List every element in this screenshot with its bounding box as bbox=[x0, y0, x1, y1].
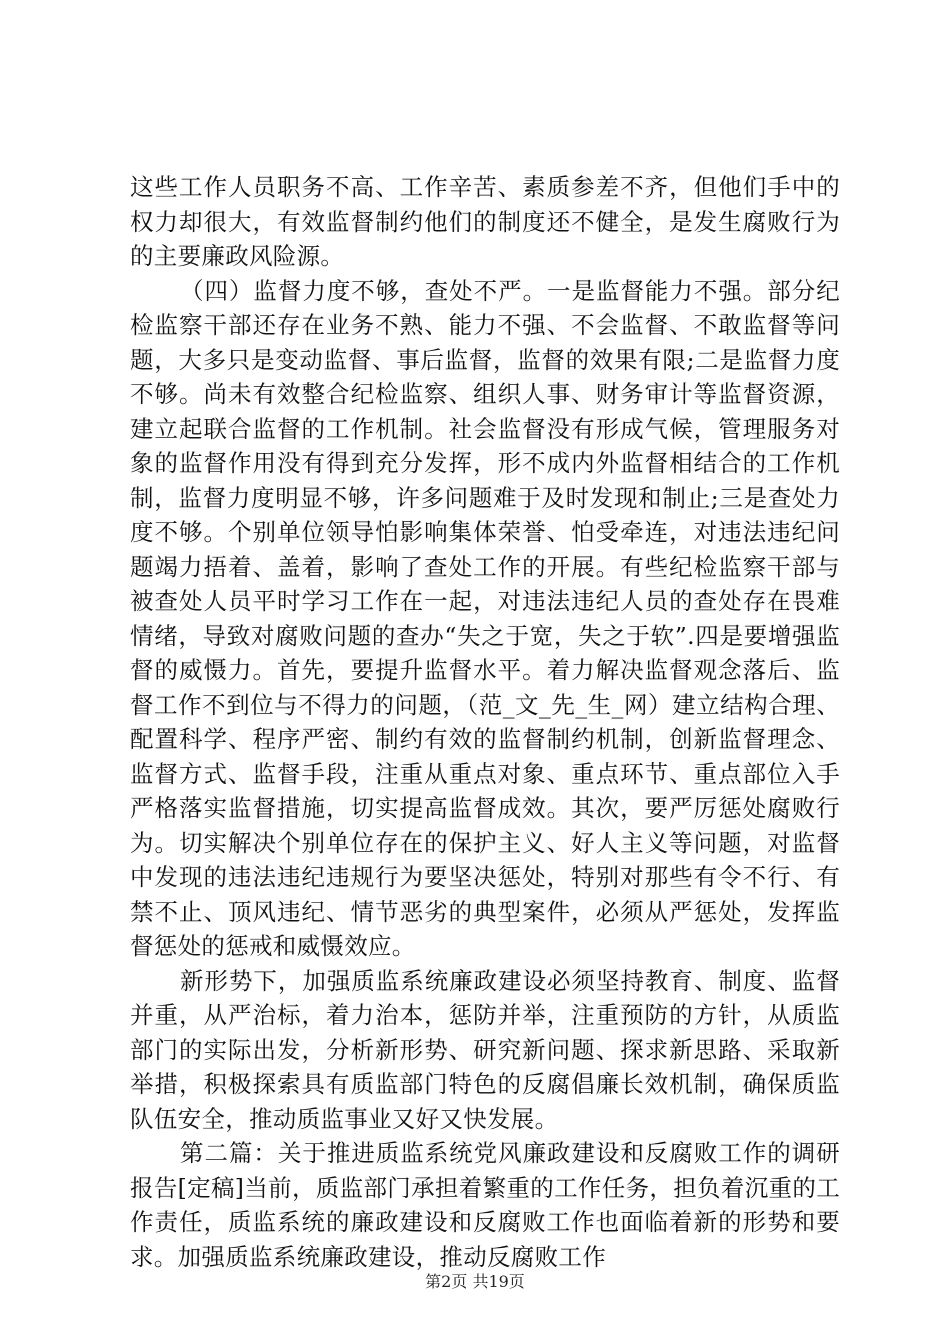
paragraph-new-situation: 新形势下，加强质监系统廉政建设必须坚持教育、制度、监督并重，从严治标，着力治本，惩防并举，注重预防的方针，从质监部门的实际出发，分析新形势、研究新问题、探求新思路、采取新举措，积极探索具有质监部门特色的反腐倡廉长效机制，确保质监队伍安全，推动质监事业又好又快发展。 bbox=[130, 966, 840, 1133]
paragraph-second-article: 第二篇：关于推进质监系统党风廉政建设和反腐败工作的调研报告[定稿]当前，质监部门承担着繁重的工作任务，担负着沉重的工作责任，质监系统的廉政建设和反腐败工作也面临着新的形势和要求。加强质监系统廉政建设，推动反腐败工作 bbox=[130, 1139, 840, 1271]
paragraph-continuation: 这些工作人员职务不高、工作辛苦、素质参差不齐，但他们手中的权力却很大，有效监督制约他们的制度还不健全，是发生腐败行为的主要廉政风险源。 bbox=[130, 173, 840, 270]
page-number-footer: 第2页 共19页 bbox=[425, 1272, 525, 1291]
paragraph-supervision: （四）监督力度不够，查处不严。一是监督能力不强。部分纪检监察干部还存在业务不熟、能力不强、不会监督、不敢监督等问题，大多只是变动监督、事后监督，监督的效果有限;二是监督力度不够。尚未有效整合纪检监察、组织人事、财务审计等监督资源，建立起联合监督的工作机制。社会监督没有形成气候，管理服务对象的监督作用没有得到充分发挥，形不成内外监督相结合的工作机制，监督力度明显不够，许多问题难于及时发现和制止;三是查处力度不够。个别单位领导怕影响集体荣誉、怕受牵连，对违法违纪问题竭力捂着、盖着，影响了查处工作的开展。有些纪检监察干部与被查处人员平时学习工作在一起，对违法违纪人员的查处存在畏难情绪，导致对腐败问题的查办“失之于宽，失之于软”.四是要增强监督的威慑力。首先，要提升监督水平。着力解决监督观念落后、监督工作不到位与不得力的问题，（范_文_先_生_网）建立结构合理、配置科学、程序严密、制约有效的监督制约机制，创新监督理念、监督方式、监督手段，注重从重点对象、重点环节、重点部位入手严格落实监督措施，切实提高监督成效。其次，要严厉惩处腐败行为。切实解决个别单位存在的保护主义、好人主义等问题，对监督中发现的违法违纪违规行为要坚决惩处，特别对那些有令不行、有禁不止、顶风违纪、情节恶劣的典型案件，必须从严惩处，发挥监督惩处的惩戒和威慑效应。 bbox=[130, 276, 840, 960]
document-body bbox=[130, 170, 840, 1274]
